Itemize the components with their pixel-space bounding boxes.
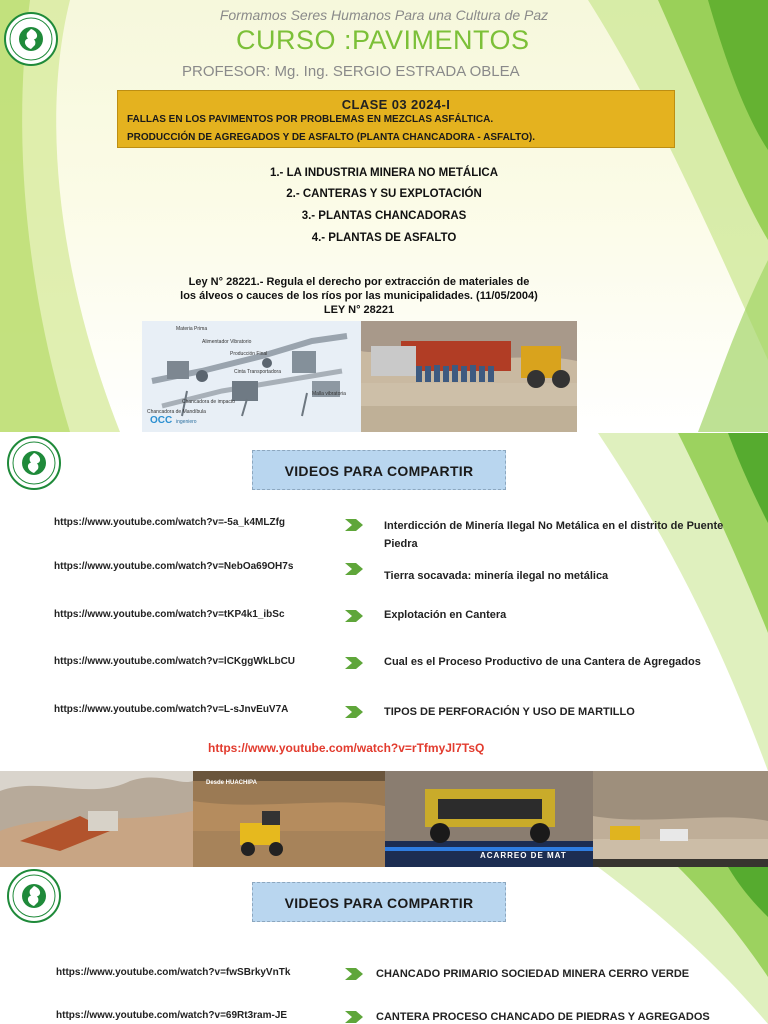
class-topic-line-2: PRODUCCIÓN DE AGREGADOS Y DE ASFALTO (PLANTA CHANCADORA - ASFALTO). xyxy=(127,132,535,143)
quarry-smoke-photo xyxy=(0,771,193,867)
photo-caption: ACARREO DE MAT xyxy=(480,851,567,860)
arrow-right-icon xyxy=(345,519,363,531)
arrow-right-icon xyxy=(345,706,363,718)
green-wave-decoration-right xyxy=(558,867,768,1024)
asphalt-plant-crew-photo xyxy=(361,321,577,432)
diagram-label: Alimentador Vibratorio xyxy=(202,339,252,345)
arrow-right-icon xyxy=(345,610,363,622)
diagram-label: Chancadora de impacto xyxy=(182,399,236,405)
video-description: TIPOS DE PERFORACIÓN Y USO DE MARTILLO xyxy=(384,706,635,718)
video-link[interactable]: https://www.youtube.com/watch?v=69Rt3ram-JE xyxy=(56,1010,288,1021)
slide-shared-videos-2 xyxy=(0,867,768,1024)
law-text-line-1: Ley N° 28221.- Regula el derecho por extracción de materiales de xyxy=(188,276,530,288)
videos-banner: VIDEOS PARA COMPARTIR xyxy=(252,882,506,922)
topic-item: 1.- LA INDUSTRIA MINERA NO METÁLICA xyxy=(269,167,499,179)
course-title: CURSO :PAVIMENTOS xyxy=(236,25,530,55)
video-link[interactable]: https://www.youtube.com/watch?v=NebOa69OH7s xyxy=(54,561,294,572)
class-topic-line-1: FALLAS EN LOS PAVIMENTOS POR PROBLEMAS EN MEZCLAS ASFÁLTICA. xyxy=(127,114,494,125)
slide-shared-videos-1 xyxy=(0,433,768,771)
quarry-photo-strip xyxy=(0,771,768,867)
video-link[interactable]: https://www.youtube.com/watch?v=-5a_k4MLZfg xyxy=(54,517,286,528)
video-description: CHANCADO PRIMARIO SOCIEDAD MINERA CERRO VERDE xyxy=(376,968,690,980)
professor-name: PROFESOR: Mg. Ing. SERGIO ESTRADA OBLEA xyxy=(182,63,520,80)
video-link[interactable]: https://www.youtube.com/watch?v=fwSBrkyVnTk xyxy=(56,967,291,978)
slide-course-intro xyxy=(0,0,768,432)
occ-logo-icon: OCC xyxy=(150,415,173,426)
tagline: Formamos Seres Humanos Para una Cultura de Paz xyxy=(219,7,549,23)
diagram-label: Producción Final xyxy=(230,351,268,357)
video-link[interactable]: https://www.youtube.com/watch?v=lCKggWkLbCU xyxy=(54,656,296,667)
diagram-label: Materia Prima xyxy=(176,326,208,332)
university-logo-icon xyxy=(7,869,61,923)
arrow-right-icon xyxy=(345,968,363,980)
diagram-label: Malla vibratoria xyxy=(312,391,346,397)
topic-item: 4.- PLANTAS DE ASFALTO xyxy=(311,232,457,244)
video-link[interactable]: https://www.youtube.com/watch?v=L-sJnvEuV7A xyxy=(54,704,289,715)
photo-caption: Desde HUACHIPA xyxy=(206,780,257,786)
arrow-right-icon xyxy=(345,657,363,669)
university-logo-icon xyxy=(7,436,61,490)
featured-video-link[interactable]: https://www.youtube.com/watch?v=rTfmyJl7TsQ xyxy=(208,741,485,755)
law-text-line-2: los álveos o cauces de los ríos por las municipalidades. (11/05/2004) xyxy=(180,290,538,302)
arrow-right-icon xyxy=(345,563,363,575)
quarry-site-photo xyxy=(593,771,768,867)
video-description: Interdicción de Minería Ilegal No Metálica en el distrito de Puente Piedra xyxy=(384,520,724,550)
video-link[interactable]: https://www.youtube.com/watch?v=tKP4k1_ibSc xyxy=(54,609,285,620)
class-info-box xyxy=(117,90,675,148)
video-description: CANTERA PROCESO CHANCADO DE PIEDRAS Y AGREGADOS xyxy=(376,1011,710,1023)
topic-item: 2.- CANTERAS Y SU EXPLOTACIÓN xyxy=(286,188,482,200)
crushing-plant-diagram xyxy=(142,321,361,432)
video-description: Explotación en Cantera xyxy=(384,609,507,621)
videos-banner: VIDEOS PARA COMPARTIR xyxy=(252,450,506,490)
video-description: Tierra socavada: minería ilegal no metálica xyxy=(384,570,609,582)
law-text-line-3: LEY N° 28221 xyxy=(323,304,395,316)
diagram-brand: ingeniero xyxy=(176,419,197,425)
class-title: CLASE 03 2024-I xyxy=(341,97,451,112)
video-description: Cual es el Proceso Productivo de una Cantera de Agregados xyxy=(384,656,701,668)
diagram-label: Chancadora de Mandíbula xyxy=(147,409,206,415)
topic-item: 3.- PLANTAS CHANCADORAS xyxy=(301,210,467,222)
diagram-label: Cinta Transportadora xyxy=(234,369,281,375)
arrow-right-icon xyxy=(345,1011,363,1023)
